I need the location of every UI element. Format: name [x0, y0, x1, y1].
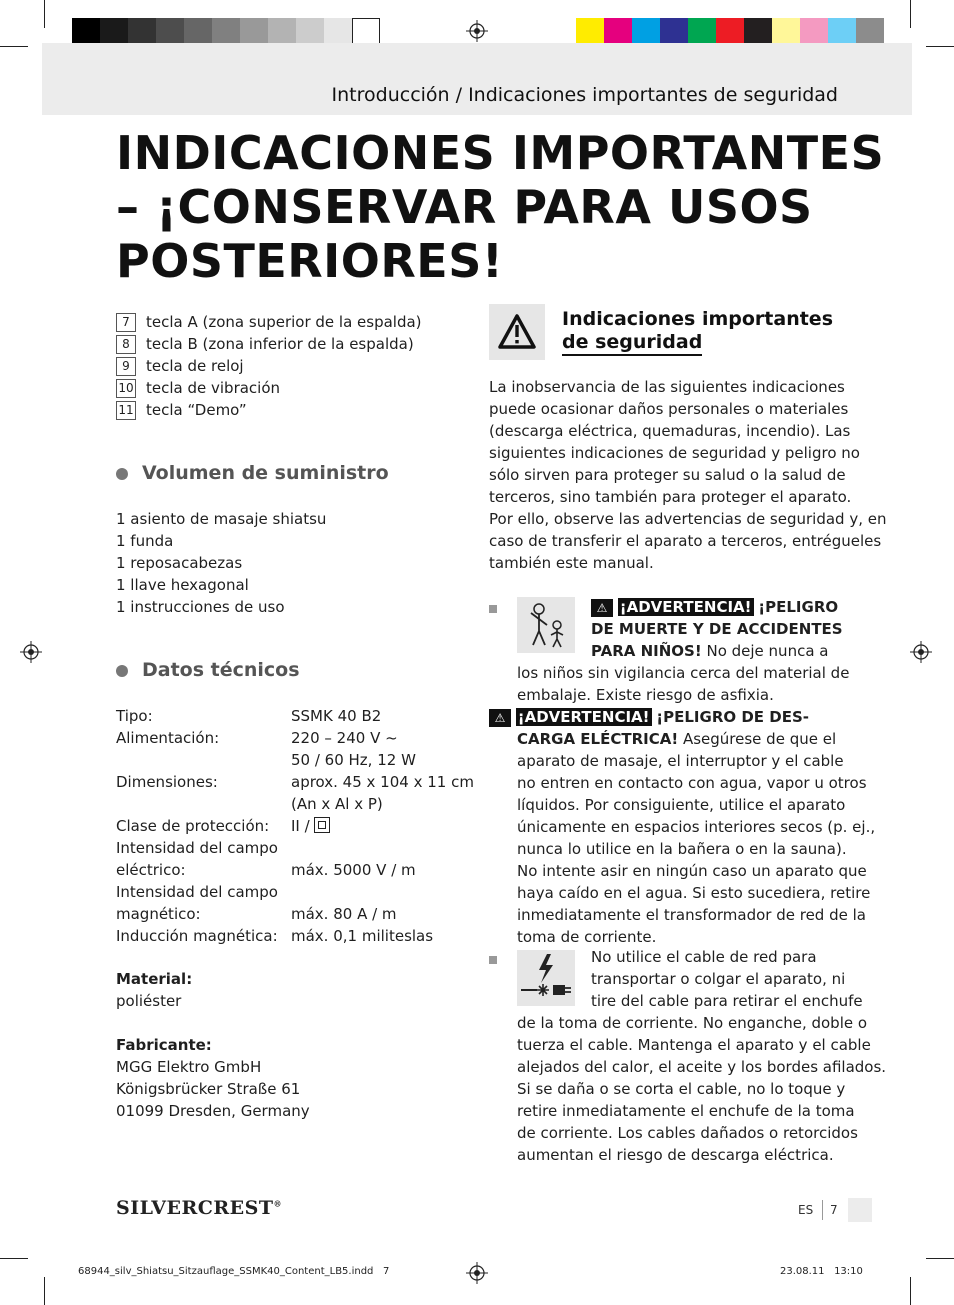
material-value: poliéster: [116, 992, 182, 1010]
bullet-icon: [116, 468, 128, 480]
table-row: [116, 859, 476, 881]
text-line: de corriente. Los cables dañados o retorcidos: [517, 1124, 858, 1142]
warning-2-line-1: [489, 706, 849, 728]
safety-heading-line: de seguridad: [562, 331, 702, 356]
registration-target-icon: [466, 20, 488, 42]
text-line: transportar o colgar el aparato, ni: [591, 970, 846, 988]
footer-page-number: 7: [830, 1203, 838, 1217]
section-heading-text: Datos técnicos: [142, 659, 300, 681]
warning-1-text: No deje nunca a: [701, 642, 829, 660]
footer-divider: [822, 1200, 823, 1220]
crop-mark: [44, 0, 45, 28]
list-item: 1 instrucciones de uso: [116, 598, 285, 616]
spec-value: máx. 80 A / m: [291, 905, 397, 923]
list-item: 1 llave hexagonal: [116, 576, 249, 594]
cable-notice: [517, 946, 887, 1166]
safety-heading: [562, 308, 833, 356]
brand-logo: [116, 1197, 282, 1219]
text-line: toma de corriente.: [517, 928, 657, 946]
page-title: INDICACIONES IMPORTANTES – ¡CONSERVAR PARA USOS POSTERIORES!: [116, 126, 885, 288]
warning-1-line-3: [517, 640, 847, 662]
warning-1-bold: DE MUERTE Y DE ACCIDENTES: [591, 620, 843, 638]
spec-value: máx. 5000 V / m: [291, 861, 416, 879]
spec-value: (An x Al x P): [291, 795, 383, 813]
text-line: los niños sin vigilancia cerca del material de: [517, 664, 850, 682]
spec-label: magnético:: [116, 905, 201, 923]
warning-small-triangle-icon: ⚠: [591, 599, 613, 617]
color-swatch: [352, 18, 380, 46]
text-line: (descarga eléctrica, quemaduras, incendio). Las: [489, 422, 851, 440]
spec-label: Intensidad del campo: [116, 883, 278, 901]
warning-1: [517, 596, 850, 706]
warning-triangle-box: [489, 304, 545, 360]
text-line: líquidos. Por consiguiente, utilice el aparato: [517, 796, 846, 814]
text-line: tuerza el cable. Mantenga el aparato y el cable: [517, 1036, 871, 1054]
table-row: [116, 903, 476, 925]
color-swatch: [744, 18, 772, 46]
crop-mark: [926, 46, 954, 47]
tech-specs-table: [116, 705, 476, 947]
color-swatch: [296, 18, 324, 46]
crop-mark: [910, 1277, 911, 1305]
spec-label: Inducción magnética:: [116, 927, 278, 945]
color-swatch: [688, 18, 716, 46]
key-number: 10: [116, 379, 136, 398]
registration-target-icon: [20, 641, 42, 663]
print-file-name: 68944_silv_Shiatsu_Sitzauflage_SSMK40_Content_LB5.indd 7: [78, 1266, 390, 1277]
text-line: haya caído en el agua. Si esto sucediera, retire: [517, 884, 871, 902]
table-row: [116, 727, 476, 749]
key-number: 11: [116, 401, 136, 420]
crop-mark: [0, 46, 28, 47]
table-row: [116, 793, 476, 815]
color-swatch: [212, 18, 240, 46]
table-row: [116, 771, 476, 793]
registration-target-icon: [910, 641, 932, 663]
spec-label: eléctrico:: [116, 861, 186, 879]
safety-heading-line: Indicaciones importantes: [562, 308, 834, 330]
color-swatch: [184, 18, 212, 46]
list-item: [116, 377, 456, 399]
color-swatch: [72, 18, 100, 46]
supply-list: [116, 508, 456, 618]
text-line: inmediatamente el transformador de red de la: [517, 906, 866, 924]
text-line: aparato de masaje, el interruptor y el cable: [517, 752, 844, 770]
page-header-title: Introducción / Indicaciones importantes de seguridad: [331, 84, 838, 106]
text-line: de la toma de corriente. No enganche, doble o: [517, 1014, 868, 1032]
text-line: terceros, sino también para proteger el aparato.: [489, 488, 852, 506]
key-label: tecla de reloj: [146, 357, 244, 375]
section-heading-tech: [116, 659, 300, 681]
color-swatch: [632, 18, 660, 46]
color-swatch: [100, 18, 128, 46]
footer-language: ES: [798, 1203, 814, 1217]
brand-logo-part: SILVER: [116, 1197, 198, 1219]
spec-value: máx. 0,1 militeslas: [291, 927, 434, 945]
color-swatch: [576, 18, 604, 46]
table-row: [116, 749, 476, 771]
key-label: tecla de vibración: [146, 379, 281, 397]
text-line: La inobservancia de las siguientes indicaciones: [489, 378, 845, 396]
footer-box: [848, 1198, 872, 1222]
warning-badge: ¡ADVERTENCIA!: [517, 708, 650, 726]
spec-value-group: [291, 815, 330, 837]
spec-label: Intensidad del campo: [116, 839, 278, 857]
safety-intro: [489, 376, 887, 574]
spec-label: Dimensiones:: [116, 773, 218, 791]
manufacturer-block: [116, 1034, 456, 1122]
text-line: tire del cable para retirar el enchufe: [591, 992, 863, 1010]
list-item: [116, 399, 456, 421]
text-line: únicamente en espacios interiores secos (p. ej.,: [517, 818, 876, 836]
color-swatch: [856, 18, 884, 46]
text-line: puede ocasionar daños personales o materiales: [489, 400, 849, 418]
text-line: No intente asir en ningún caso un aparato que: [517, 862, 867, 880]
warning-1-bold: PARA NIÑOS!: [591, 642, 702, 660]
list-item: 1 reposacabezas: [116, 554, 243, 572]
double-insulation-icon: [314, 817, 330, 833]
warning-triangle-icon: [489, 304, 545, 360]
table-row: [116, 881, 476, 903]
text-line: embalaje. Existe riesgo de asfixia.: [517, 686, 774, 704]
text-line: alejados del calor, el aceite y los bordes afilados.: [517, 1058, 887, 1076]
warning-1-line-1: [517, 596, 847, 618]
manufacturer-label: Fabricante:: [116, 1036, 212, 1054]
crop-mark: [910, 0, 911, 28]
key-label: tecla A (zona superior de la espalda): [146, 313, 422, 331]
text-line: también este manual.: [489, 554, 654, 572]
warning-2-bold: CARGA ELÉCTRICA!: [517, 730, 679, 748]
manufacturer-line: MGG Elektro GmbH: [116, 1058, 262, 1076]
color-swatch: [240, 18, 268, 46]
table-row: [116, 705, 476, 727]
text-line: no entren en contacto con agua, vapor u otros: [517, 774, 867, 792]
list-item: [116, 311, 456, 333]
text-line: caso de transferir el aparato a terceros, entrégueles: [489, 532, 882, 550]
text-line: sólo sirven para proteger su salud o la salud de: [489, 466, 846, 484]
warning-2-text: Asegúrese de que el: [678, 730, 837, 748]
color-swatch: [604, 18, 632, 46]
manufacturer-line: 01099 Dresden, Germany: [116, 1102, 310, 1120]
key-number: 8: [116, 335, 136, 354]
table-row: [116, 837, 476, 859]
spec-value: 220 – 240 V ~: [291, 729, 398, 747]
brand-logo-part: CREST: [197, 1197, 274, 1219]
key-label: tecla B (zona inferior de la espalda): [146, 335, 414, 353]
spec-label: Clase de protección:: [116, 817, 270, 835]
spec-value: 50 / 60 Hz, 12 W: [291, 751, 416, 769]
registration-target-icon: [466, 1262, 488, 1284]
text-line: Por ello, observe las advertencias de seguridad y, en: [489, 510, 887, 528]
key-list: [116, 311, 456, 421]
text-line: Si se daña o se corta el cable, no lo toque y: [517, 1080, 846, 1098]
registered-mark: ®: [273, 1198, 282, 1209]
manufacturer-line: Königsbrücker Straße 61: [116, 1080, 301, 1098]
square-bullet-icon: [489, 956, 497, 964]
warning-small-triangle-icon: ⚠: [489, 709, 511, 727]
spec-value: aprox. 45 x 104 x 11 cm: [291, 773, 474, 791]
square-bullet-icon: [489, 605, 497, 613]
warning-badge: ¡ADVERTENCIA!: [619, 598, 752, 616]
list-item: [116, 333, 456, 355]
color-swatch: [660, 18, 688, 46]
key-number: 9: [116, 357, 136, 376]
material-label: Material:: [116, 970, 193, 988]
spec-label: Alimentación:: [116, 729, 220, 747]
list-item: 1 asiento de masaje shiatsu: [116, 510, 327, 528]
color-swatch: [800, 18, 828, 46]
color-swatch: [128, 18, 156, 46]
text-line: siguientes indicaciones de seguridad y peligro no: [489, 444, 860, 462]
spec-label: Tipo:: [116, 707, 153, 725]
warning-2-bold: ¡PELIGRO DE DES-: [656, 708, 809, 726]
key-label: tecla “Demo”: [146, 401, 247, 419]
spec-value: II /: [291, 817, 315, 835]
print-date: 23.08.11 13:10: [780, 1266, 863, 1277]
warning-2: [489, 706, 876, 948]
spec-value: SSMK 40 B2: [291, 707, 382, 725]
color-swatch: [324, 18, 352, 46]
warning-1-bold: ¡PELIGRO: [758, 598, 839, 616]
text-line: aumentan el riesgo de descarga eléctrica.: [517, 1146, 834, 1164]
color-swatch: [772, 18, 800, 46]
material-block: [116, 968, 456, 1012]
crop-mark: [926, 1258, 954, 1259]
color-swatch: [716, 18, 744, 46]
color-swatch: [828, 18, 856, 46]
section-heading-text: Volumen de suministro: [142, 462, 389, 484]
list-item: 1 funda: [116, 532, 174, 550]
warning-2-line-2: [489, 728, 849, 750]
text-line: No utilice el cable de red para: [591, 948, 817, 966]
key-number: 7: [116, 313, 136, 332]
text-line: retire inmediatamente el enchufe de la toma: [517, 1102, 855, 1120]
table-row: [116, 925, 476, 947]
crop-mark: [0, 1258, 28, 1259]
bullet-icon: [116, 665, 128, 677]
crop-mark: [44, 1277, 45, 1305]
warning-1-line-2: [517, 618, 847, 640]
table-row: [116, 815, 476, 837]
text-line: nunca lo utilice en la bañera o en la sauna).: [517, 840, 847, 858]
section-heading-supply: [116, 462, 389, 484]
color-swatch: [268, 18, 296, 46]
list-item: [116, 355, 456, 377]
color-swatch: [156, 18, 184, 46]
